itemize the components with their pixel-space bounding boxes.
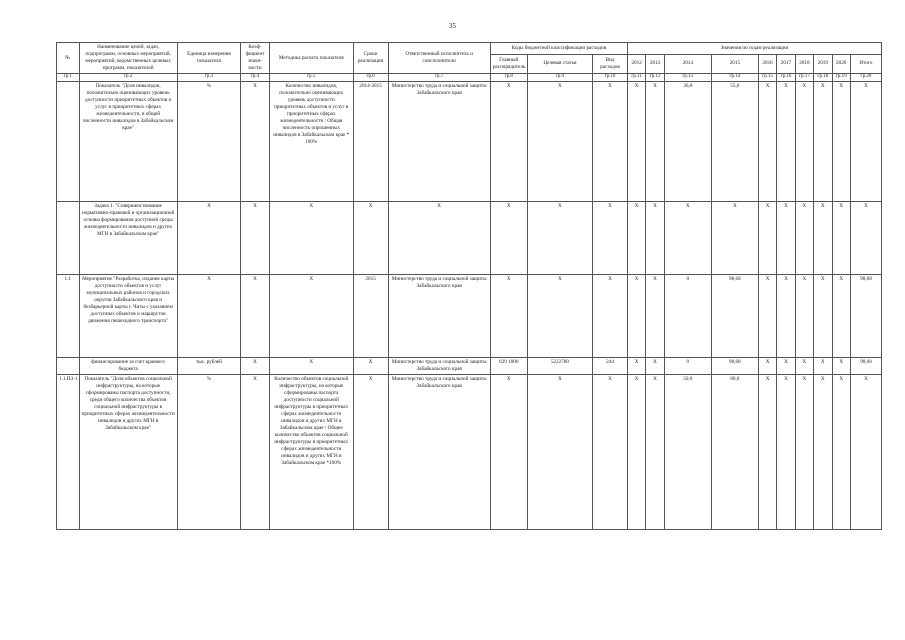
cell-value: X (758, 201, 776, 274)
cell-value: X (646, 374, 664, 529)
col-number: гр.19 (832, 74, 850, 82)
cell-value: X (814, 357, 832, 374)
cell-value: X (758, 274, 776, 357)
cell-terms: X (353, 374, 388, 529)
cell-num: 1.1 (57, 274, 80, 357)
col-number: гр.17 (795, 74, 813, 82)
cell-code: X (593, 274, 628, 357)
cell-code: X (527, 274, 592, 357)
table-row (57, 357, 882, 374)
cell-value: X (795, 201, 813, 274)
table-row (57, 374, 882, 529)
cell-value: X (758, 374, 776, 529)
col-number: гр.16 (777, 74, 795, 82)
cell-value: X (627, 357, 645, 374)
cell-value: X (832, 274, 850, 357)
cell-value: X (814, 81, 832, 201)
col-number: гр.15 (758, 74, 776, 82)
cell-value: 98,68 (711, 274, 758, 357)
header-year: 2014 (664, 54, 711, 74)
cell-value: X (850, 201, 881, 274)
col-number: гр.2 (79, 74, 177, 82)
cell-value: X (758, 81, 776, 201)
column-numbers-row (57, 74, 882, 82)
header-year: 2013 (646, 54, 664, 74)
cell-terms: X (353, 357, 388, 374)
cell-value: X (795, 357, 813, 374)
col-number: гр.5 (269, 74, 353, 82)
header-name: Наименование целей, задач, подпрограмм, основных мероприятий, мероприятий, ведомственных целевых программ, показателей (79, 43, 177, 74)
cell-unit: X (177, 201, 240, 274)
header-year: 2019 (814, 54, 832, 74)
cell-method: Количество объектов социальной инфраструктуры, на которые сформированы паспорта доступности социальной инфраструктуры в приоритетных сферах жизнедеятельности инвалидов и других МГН в Забайкальском крае / Общее количество объектов социальной инфраструктуры в приоритетных сферах жизнедеятельности инвалидов и других МГН в Забайкальском крае *100% (269, 374, 353, 529)
cell-method: X (269, 357, 353, 374)
col-number: гр.12 (646, 74, 664, 82)
header-total: Итого (850, 54, 881, 74)
col-number: гр.1 (57, 74, 80, 82)
header-year: 2018 (795, 54, 813, 74)
col-number: гр.18 (814, 74, 832, 82)
cell-value: X (627, 374, 645, 529)
cell-value: 80,0 (711, 374, 758, 529)
col-number: гр.3 (177, 74, 240, 82)
cell-value: X (627, 274, 645, 357)
cell-value: X (814, 374, 832, 529)
header-coef: Коэф-фициент значи-мости (241, 43, 270, 74)
cell-exec: Министерство труда и социальной защиты Забайкальского края (388, 274, 490, 357)
header-year: 2020 (832, 54, 850, 74)
cell-unit: % (177, 81, 240, 201)
cell-value: X (627, 201, 645, 274)
cell-code: 244 (593, 357, 628, 374)
cell-value: X (832, 201, 850, 274)
cell-value: X (832, 81, 850, 201)
col-number: гр.11 (627, 74, 645, 82)
table-row (57, 81, 882, 201)
cell-value: X (646, 274, 664, 357)
header-code-type: Вид расходов (593, 54, 628, 74)
col-number: гр.14 (711, 74, 758, 82)
cell-unit: тыс. рублей (177, 357, 240, 374)
cell-value: 36,0 (664, 81, 711, 201)
cell-terms: 2015 (353, 274, 388, 357)
cell-coef: X (241, 374, 270, 529)
cell-value: X (795, 81, 813, 201)
cell-value: 0 (664, 357, 711, 374)
header-values-group: Значения по годам реализации (627, 43, 881, 55)
col-number: гр.6 (353, 74, 388, 82)
cell-unit: % (177, 374, 240, 529)
header-exec: Ответственный исполнитель и соисполнители (388, 43, 490, 74)
cell-code: X (593, 374, 628, 529)
header-code-gr: Главный распорядитель (490, 54, 527, 74)
cell-code: X (593, 81, 628, 201)
program-table (56, 42, 882, 530)
cell-method: X (269, 201, 353, 274)
cell-code: X (527, 374, 592, 529)
cell-num (57, 81, 80, 201)
cell-coef: X (241, 81, 270, 201)
cell-code: X (593, 201, 628, 274)
header-row-1 (57, 43, 882, 55)
page-number: 35 (449, 22, 456, 30)
cell-terms: X (353, 201, 388, 274)
cell-exec: X (388, 201, 490, 274)
header-method: Методика расчета показателя (269, 43, 353, 74)
cell-terms: 2014-2015 (353, 81, 388, 201)
cell-value: X (646, 201, 664, 274)
header-year: 2012 (627, 54, 645, 74)
header-terms: Сроки реализации (353, 43, 388, 74)
cell-value: 0 (664, 274, 711, 357)
table-row (57, 274, 882, 357)
cell-value: 98,68 (850, 274, 881, 357)
cell-value: X (777, 201, 795, 274)
cell-code: X (527, 201, 592, 274)
cell-coef: X (241, 357, 270, 374)
cell-value: X (646, 357, 664, 374)
header-year: 2017 (777, 54, 795, 74)
cell-value: X (850, 374, 881, 529)
cell-coef: X (241, 201, 270, 274)
cell-value: X (777, 357, 795, 374)
cell-num: 1.1.ПЗ-1 (57, 374, 80, 529)
cell-value: X (711, 201, 758, 274)
cell-code: 5222700 (527, 357, 592, 374)
col-number: гр.8 (490, 74, 527, 82)
col-number: гр.4 (241, 74, 270, 82)
cell-value: X (814, 274, 832, 357)
header-year: 2016 (758, 54, 776, 74)
cell-method: Количество инвалидов, положительно оценивающих уровень доступности приоритетных объектов и услуг в приоритетных сферах жизнедеятельности / Общая численность опрошенных инвалидов в Забайкальском крае * 100% (269, 81, 353, 201)
cell-value: 55,0 (711, 81, 758, 201)
cell-exec: Министерство труда и социальной защиты Забайкальского края (388, 374, 490, 529)
cell-code: X (490, 81, 527, 201)
col-number: гр.10 (593, 74, 628, 82)
col-number: гр.7 (388, 74, 490, 82)
cell-num (57, 357, 80, 374)
header-codes-group: Коды бюджетной классификации расходов (490, 43, 627, 55)
table-row (57, 201, 882, 274)
cell-value: X (850, 81, 881, 201)
cell-value: X (627, 81, 645, 201)
cell-value: 50,0 (664, 374, 711, 529)
cell-value: X (795, 274, 813, 357)
cell-code: X (490, 374, 527, 529)
header-year: 2015 (711, 54, 758, 74)
cell-value: X (777, 274, 795, 357)
cell-name: Показатель "Доля объектов социальной инфраструктуры, на которые сформированы паспорта доступности, среди общего количества объектов социальной инфраструктуры в приоритетных сферах жизнедеятельности инвалидов и других МГН в Забайкальском крае" (79, 374, 177, 529)
cell-unit: X (177, 274, 240, 357)
header-code-article: Целевая статья (527, 54, 592, 74)
cell-value: 98,68 (850, 357, 881, 374)
cell-value: X (777, 374, 795, 529)
cell-num (57, 201, 80, 274)
cell-name: Задача 1. "Совершенствование нормативно-правовой и организационной основы формирования доступной среды жизнедеятельности инвалидов и других МГН в Забайкальском крае" (79, 201, 177, 274)
cell-coef: X (241, 274, 270, 357)
cell-code: 029 1006 (490, 357, 527, 374)
cell-code: X (527, 81, 592, 201)
cell-code: X (490, 274, 527, 357)
cell-value: X (664, 201, 711, 274)
cell-value: X (832, 374, 850, 529)
col-number: гр.9 (527, 74, 592, 82)
cell-value: X (777, 81, 795, 201)
cell-exec: Министерство труда и социальной защиты Забайкальского края (388, 357, 490, 374)
col-number: гр.20 (850, 74, 881, 82)
cell-value: X (832, 357, 850, 374)
col-number: гр.13 (664, 74, 711, 82)
cell-value: X (795, 374, 813, 529)
cell-value: X (646, 81, 664, 201)
cell-value: X (814, 201, 832, 274)
cell-code: X (490, 201, 527, 274)
cell-method: X (269, 274, 353, 357)
cell-exec: Министерство труда и социальной защиты Забайкальского края (388, 81, 490, 201)
cell-name: финансирование за счет краевого бюджета (79, 357, 177, 374)
cell-value: 98,68 (711, 357, 758, 374)
cell-name: Мероприятие "Разработка, издание карты доступности объектов и услуг муниципальных районов и городских округов Забайкальского края и безбарьерной карты г. Читы с указанием доступных объектов и маршрутов движения пешеходного транспорта" (79, 274, 177, 357)
cell-value: X (758, 357, 776, 374)
cell-name: Показатель "Доля инвалидов, положительно оценивающих уровень доступности приоритетных объектов и услуг в приоритетных сферах жизнедеятельности, в общей численности инвалидов в Забайкальском крае" (79, 81, 177, 201)
header-num: № (57, 43, 80, 74)
header-unit: Единица измерения показателя (177, 43, 240, 74)
